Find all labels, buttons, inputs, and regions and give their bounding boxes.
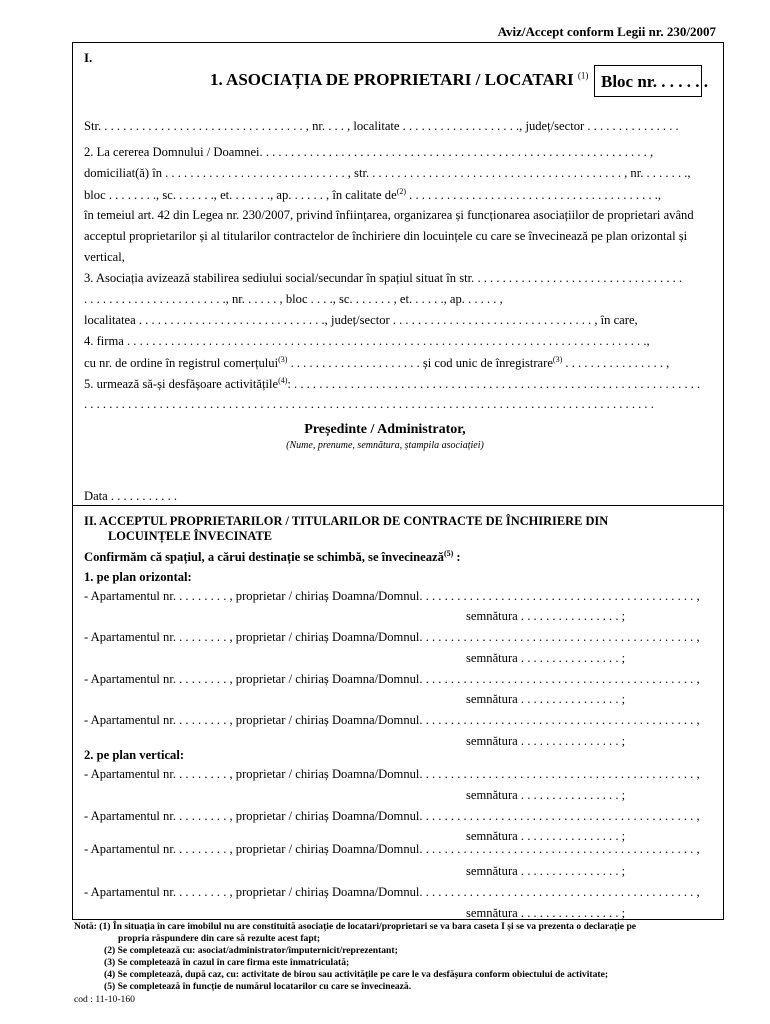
apartment-line: - Apartamentul nr. . . . . . . . . , proprietar / chiriaș Doamna/Domnul. . . . . . . . . . . . . . . . . . . . . . . . . . . . . . . . . . . . . . . . . . . . , xyxy=(84,767,700,781)
section-2-title-2: LOCUINȚELE ÎNVECINATE xyxy=(108,529,272,543)
registry-line: cu nr. de ordine în registrul comerțului$^{(3)}$ . . . . . . . . . . . . . . . . . . . . . și cod unic de înregistrare$^{(3)}$ . . . . . . . . . . . . . . . . , xyxy=(84,355,670,371)
form-code: cod : 11-10-160 xyxy=(74,994,135,1005)
apartment-line: - Apartamentul nr. . . . . . . . . , proprietar / chiriaș Doamna/Domnul. . . . . . . . . . . . . . . . . . . . . . . . . . . . . . . . . . . . . . . . . . . . , xyxy=(84,842,700,856)
signature-line: semnătura . . . . . . . . . . . . . . . . ; xyxy=(466,829,626,843)
president-note: (Nume, prenume, semnătura, ștampila asociației) xyxy=(286,440,484,451)
apartment-line: - Apartamentul nr. . . . . . . . . , proprietar / chiriaș Doamna/Domnul. . . . . . . . . . . . . . . . . . . . . . . . . . . . . . . . . . . . . . . . . . . . , xyxy=(84,713,700,727)
vertical-heading: 2. pe plan vertical: xyxy=(84,748,185,762)
headquarters-detail-line: . . . . . . . . . . . . . . . . . . . . . . ., nr. . . . . . , bloc . . . ., sc. . . . . . . , et. . . . . ., ap. . . . . . , xyxy=(84,292,503,306)
signature-line: semnătura . . . . . . . . . . . . . . . . ; xyxy=(466,864,626,878)
note-1: Notă: (1) În situația în care imobilul nu are constituită asociație de locatari/proprietari se va bara caseta I și se va prezenta o declarație pe xyxy=(74,921,637,932)
signature-line: semnătura . . . . . . . . . . . . . . . . ; xyxy=(466,788,626,802)
signature-line: semnătura . . . . . . . . . . . . . . . . ; xyxy=(466,651,626,665)
requester-line: 2. La cererea Domnului / Doamnei. . . . . . . . . . . . . . . . . . . . . . . . . . . . . . . . . . . . . . . . . . . . . . . . . . . . . . . . . . . . . . , xyxy=(84,145,654,159)
legal-basis-line: în temeiul art. 42 din Legea nr. 230/2007, privind înființarea, organizarea și funcționarea asociațiilor de proprietari având xyxy=(84,208,694,222)
confirmation-statement: Confirmăm că spațiul, a cărui destinație se schimbă, se învecinează$^{(5)}$ : xyxy=(84,549,461,565)
apartment-line: - Apartamentul nr. . . . . . . . . , proprietar / chiriaș Doamna/Domnul. . . . . . . . . . . . . . . . . . . . . . . . . . . . . . . . . . . . . . . . . . . . , xyxy=(84,672,700,686)
domicile-line: domiciliat(ă) în . . . . . . . . . . . . . . . . . . . . . . . . . . . . . , str. . . . . . . . . . . . . . . . . . . . . . . . . . . . . . . . . . . . . . . . . , nr. . . . . . . ., xyxy=(84,166,691,180)
legal-basis-line-2: acceptul proprietarilor și al titularilor contractelor de închiriere din locuințele cu care se învecinează pe plan orizontal și xyxy=(84,229,688,243)
note-4: (4) Se completează, după caz, cu: activitate de birou sau activitățile pe care le va desfășura conform obiectului de activitate; xyxy=(104,969,609,980)
legal-basis-line-3: vertical, xyxy=(84,250,125,264)
note-1-continuation: propria răspundere din care să rezulte acest fapt; xyxy=(118,933,321,944)
document-header: Aviz/Accept conform Legii nr. 230/2007 xyxy=(497,24,716,39)
signature-line: semnătura . . . . . . . . . . . . . . . . ; xyxy=(466,609,626,623)
headquarters-line: 3. Asociația avizează stabilirea sediului social/secundar în spațiul situat în str. . . . . . . . . . . . . . . . . . . . . . . . . . . . . . . . . . xyxy=(84,271,683,285)
bloc-number-field[interactable]: Bloc nr. . . . . . . xyxy=(594,65,702,97)
date-field: Data . . . . . . . . . . . xyxy=(84,489,178,503)
president-title: Președinte / Administrator, xyxy=(304,422,466,437)
section-2-title: II. ACCEPTUL PROPRIETARILOR / TITULARILOR DE CONTRACTE DE ÎNCHIRIERE DIN xyxy=(84,514,609,528)
association-title: 1. ASOCIAȚIA DE PROPRIETARI / LOCATARI $^{(1)}$ xyxy=(210,70,589,89)
street-line: Str. . . . . . . . . . . . . . . . . . . . . . . . . . . . . . . . . , nr. . . . , localitate . . . . . . . . . . . . . . . . . . ., județ/sector . . . . . . . . . . . . . . . xyxy=(84,119,679,133)
activities-line: 5. urmează să-și desfășoare activitățile$^{(4)}$: . . . . . . . . . . . . . . . . . . . . . . . . . . . . . . . . . . . . . . . . . . . . . . . . . . . . . . . . . . . . . . . . . xyxy=(84,376,701,392)
apartment-line: - Apartamentul nr. . . . . . . . . , proprietar / chiriaș Doamna/Domnul. . . . . . . . . . . . . . . . . . . . . . . . . . . . . . . . . . . . . . . . . . . . , xyxy=(84,589,700,603)
address-detail-line: bloc . . . . . . . ., sc. . . . . . ., et. . . . . . ., ap. . . . . . , în calitate $de^{(2)}$ . . . . . . . . . . . . . . . . . . . . . . . . . . . . . . . . . . . . . . . ., xyxy=(84,187,662,203)
apartment-line: - Apartamentul nr. . . . . . . . . , proprietar / chiriaș Doamna/Domnul. . . . . . . . . . . . . . . . . . . . . . . . . . . . . . . . . . . . . . . . . . . . , xyxy=(84,630,700,644)
note-2: (2) Se completează cu: asociat/administrator/împuternicit/reprezentant; xyxy=(104,945,398,956)
signature-line: semnătura . . . . . . . . . . . . . . . . ; xyxy=(466,692,626,706)
note-5: (5) Se completează în funcție de numărul locatarilor cu care se învecinează. xyxy=(104,981,412,992)
company-line: 4. firma . . . . . . . . . . . . . . . . . . . . . . . . . . . . . . . . . . . . . . . . . . . . . . . . . . . . . . . . . . . . . . . . . . . . . . . . . . . . . . . . . . ., xyxy=(84,334,650,348)
locality-line: localitatea . . . . . . . . . . . . . . . . . . . . . . . . . . . . . ., județ/sector . . . . . . . . . . . . . . . . . . . . . . . . . . . . . . . . , în care, xyxy=(84,313,638,327)
section-1-label: I. xyxy=(84,50,93,65)
apartment-line: - Apartamentul nr. . . . . . . . . , proprietar / chiriaș Doamna/Domnul. . . . . . . . . . . . . . . . . . . . . . . . . . . . . . . . . . . . . . . . . . . . , xyxy=(84,885,700,899)
note-3: (3) Se completează în cazul în care firma este înmatriculată; xyxy=(104,957,350,968)
apartment-line: - Apartamentul nr. . . . . . . . . , proprietar / chiriaș Doamna/Domnul. . . . . . . . . . . . . . . . . . . . . . . . . . . . . . . . . . . . . . . . . . . . , xyxy=(84,809,700,823)
horizontal-heading: 1. pe plan orizontal: xyxy=(84,570,192,584)
signature-line: semnătura . . . . . . . . . . . . . . . . ; xyxy=(466,734,626,748)
activities-continuation-line: . . . . . . . . . . . . . . . . . . . . . . . . . . . . . . . . . . . . . . . . . . . . . . . . . . . . . . . . . . . . . . . . . . . . . . . . . . . . . . . . . . . . . . . . . . . xyxy=(84,397,654,411)
signature-line: semnătura . . . . . . . . . . . . . . . . ; xyxy=(466,906,626,920)
